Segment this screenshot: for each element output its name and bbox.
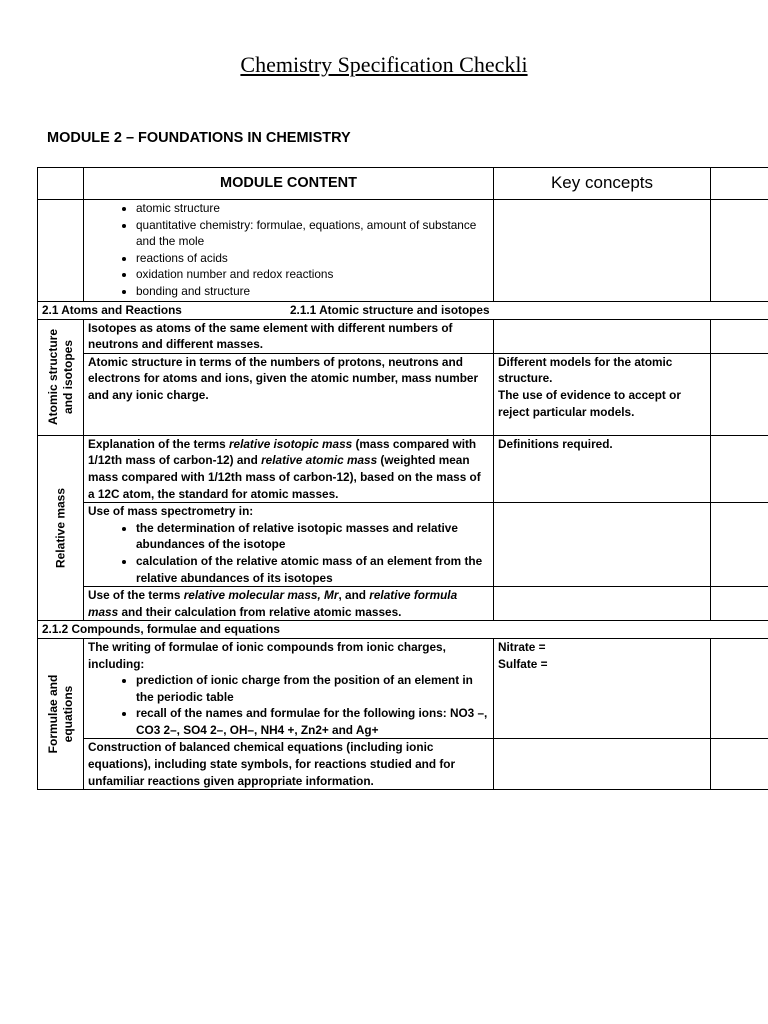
module-content-header: MODULE CONTENT — [84, 168, 494, 200]
content-cell: Use of the terms relative molecular mass, Mr, and relative formula mass and their calculation from relative atomic masses. — [84, 587, 494, 621]
checkbox-cell[interactable] — [711, 353, 768, 435]
specification-table — [37, 167, 768, 790]
table-row — [38, 739, 768, 790]
table-header-row — [38, 168, 768, 200]
list-item: • quantitative chemistry: formulae, equations, amount of substance and the mole — [136, 217, 489, 250]
checkbox-cell[interactable] — [711, 319, 768, 353]
checkbox-cell[interactable] — [711, 587, 768, 621]
list-item: • calculation of the relative atomic mass of an element from the relative abundances of its isotopes — [136, 553, 489, 586]
side-label-formulae-equations: Formulae and equations — [38, 638, 84, 789]
mass-spectrometry-list — [88, 520, 489, 586]
checkbox-cell[interactable] — [711, 435, 768, 502]
list-item: • prediction of ionic charge from the position of an element in the periodic table — [136, 672, 489, 705]
list-item: • bonding and structure — [136, 283, 489, 300]
content-cell: Atomic structure in terms of the numbers of protons, neutrons and electrons for atoms and ions, given the atomic number, mass number and any ionic charge. — [84, 353, 494, 435]
table-row — [38, 353, 768, 435]
table-row — [38, 319, 768, 353]
table-row — [38, 587, 768, 621]
table-row — [38, 638, 768, 739]
ionic-formulae-list — [88, 672, 489, 738]
side-label-relative-mass: Relative mass — [38, 435, 84, 621]
key-concept-cell: Definitions required. — [494, 435, 711, 502]
list-item: • atomic structure — [136, 200, 489, 217]
side-label-atomic-structure: Atomic structure and isotopes — [38, 319, 84, 435]
key-concept-cell: Different models for the atomic structure. The use of evidence to accept or reject particular models. — [494, 353, 711, 435]
check-header-cell — [711, 168, 768, 200]
list-item: • recall of the names and formulae for the following ions: NO3 –, CO3 2–, SO4 2–, OH–, NH4 +, Zn2+ and Ag+ — [136, 705, 489, 738]
key-concept-cell: Nitrate = Sulfate = — [494, 638, 711, 739]
list-item: • the determination of relative isotopic masses and relative abundances of the isotope — [136, 520, 489, 553]
checkbox-cell[interactable] — [711, 503, 768, 587]
section-title: 2.1 Atoms and Reactions — [42, 303, 182, 317]
checkbox-cell[interactable] — [711, 200, 768, 302]
content-cell: Use of mass spectrometry in: • the determination of relative isotopic masses and relative abundances of the isotope • calculation of the relative atomic mass of an element from the relative abundances of its isotopes — [84, 503, 494, 587]
section-title: 2.1.2 Compounds, formulae and equations — [38, 621, 768, 639]
list-item: • oxidation number and redox reactions — [136, 266, 489, 283]
section-subtitle: 2.1.1 Atomic structure and isotopes — [290, 303, 490, 317]
checkbox-cell[interactable] — [711, 638, 768, 739]
checkbox-cell[interactable] — [711, 739, 768, 790]
document-title: Chemistry Specification Checkli — [240, 52, 528, 77]
content-cell: Construction of balanced chemical equations (including ionic equations), including state symbols, for reactions studied and for unfamiliar reactions given appropriate information. — [84, 739, 494, 790]
content-cell: The writing of formulae of ionic compounds from ionic charges, including: • prediction of ionic charge from the position of an element in the periodic table • recall of the names and formulae for the following ions: NO3 –, CO3 2–, SO4 2–, OH–, NH4 +, Zn2+ and Ag+ — [84, 638, 494, 739]
table-row — [38, 503, 768, 587]
table-row — [38, 435, 768, 502]
content-cell: Isotopes as atoms of the same element with different numbers of neutrons and different masses. — [84, 319, 494, 353]
section-row — [38, 302, 768, 320]
key-concepts-header: Key concepts — [494, 168, 711, 200]
side-header-cell — [38, 168, 84, 200]
overview-content — [84, 200, 494, 302]
list-item: • reactions of acids — [136, 250, 489, 267]
module-heading: MODULE 2 – FOUNDATIONS IN CHEMISTRY — [47, 130, 351, 146]
overview-list — [88, 200, 489, 300]
section-row — [38, 621, 768, 639]
overview-row — [38, 200, 768, 302]
content-cell: Explanation of the terms relative isotopic mass (mass compared with 1/12th mass of carbon-12) and relative atomic mass (weighted mean mass compared with 1/12th mass of carbon-12), based on the mass of a 12C atom, the standard for atomic masses. — [84, 435, 494, 502]
